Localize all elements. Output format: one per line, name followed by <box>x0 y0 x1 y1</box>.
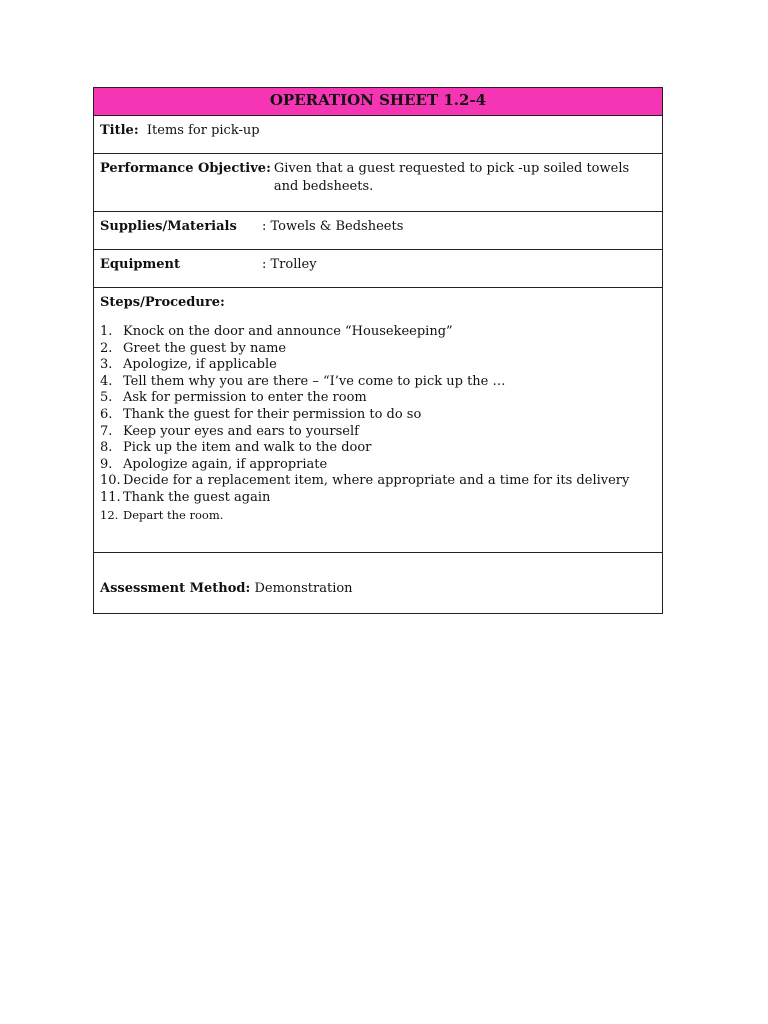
steps-list <box>100 324 656 523</box>
assessment-value: Demonstration <box>254 581 353 596</box>
objective-colon: : <box>266 161 271 176</box>
step-text: Knock on the door and announce “Housekeeping” <box>123 324 453 339</box>
objective-value: Given that a guest requested to pick -up soiled towels and bedsheets. <box>273 161 630 194</box>
step-number: 9. <box>100 456 113 472</box>
steps-label: Steps/Procedure: <box>100 295 225 310</box>
objective-label <box>100 160 271 211</box>
step-number: 8. <box>100 440 113 456</box>
step-text: Depart the room. <box>123 507 224 522</box>
step-text: Thank the guest again <box>123 489 271 505</box>
title-value: Items for pick-up <box>146 123 260 138</box>
step-text: Keep your eyes and ears to yourself <box>123 423 359 439</box>
operation-sheet <box>93 87 663 614</box>
supplies-value: : Towels & Bedsheets <box>262 219 404 234</box>
supplies-label: Supplies/Materials <box>100 219 237 234</box>
title-row <box>94 115 662 153</box>
equipment-label: Equipment <box>100 257 180 272</box>
step-number: 2. <box>100 340 113 356</box>
step-item <box>100 440 656 457</box>
assessment-row <box>94 552 662 613</box>
step-item <box>100 357 656 374</box>
step-number: 11. <box>100 489 121 505</box>
step-item <box>100 374 656 391</box>
step-number: 12. <box>100 507 119 522</box>
step-item <box>100 424 656 441</box>
objective-row <box>94 153 662 211</box>
step-item <box>100 507 656 524</box>
step-text: Thank the guest for their permission to do so <box>123 406 422 422</box>
assessment-label: Assessment Method: <box>100 581 251 596</box>
step-text: Apologize, if applicable <box>123 357 277 373</box>
step-number: 4. <box>100 373 113 389</box>
step-text: Decide for a replacement item, where appropriate and a time for its delivery <box>123 473 630 489</box>
step-text: Apologize again, if appropriate <box>123 456 328 472</box>
supplies-row <box>94 211 662 249</box>
step-number: 6. <box>100 406 113 422</box>
step-item <box>100 490 656 507</box>
step-item <box>100 473 656 490</box>
step-number: 5. <box>100 390 113 406</box>
step-number: 10. <box>100 473 121 489</box>
sheet-header: OPERATION SHEET 1.2-4 <box>94 88 662 115</box>
step-item <box>100 324 656 341</box>
step-item <box>100 457 656 474</box>
step-number: 1. <box>100 324 113 339</box>
steps-row <box>94 287 662 552</box>
objective-label-text: Performance Objective <box>100 161 267 176</box>
step-item <box>100 390 656 407</box>
step-item <box>100 341 656 358</box>
step-text: Tell them why you are there – “I’ve come to pick up the … <box>123 373 506 389</box>
step-number: 3. <box>100 357 113 373</box>
equipment-row <box>94 249 662 287</box>
step-number: 7. <box>100 423 113 439</box>
step-text: Greet the guest by name <box>123 340 287 356</box>
step-text: Ask for permission to enter the room <box>123 390 367 406</box>
title-label: Title: <box>100 123 139 138</box>
step-item <box>100 407 656 424</box>
equipment-value: : Trolley <box>262 257 317 272</box>
step-text: Pick up the item and walk to the door <box>123 440 372 456</box>
